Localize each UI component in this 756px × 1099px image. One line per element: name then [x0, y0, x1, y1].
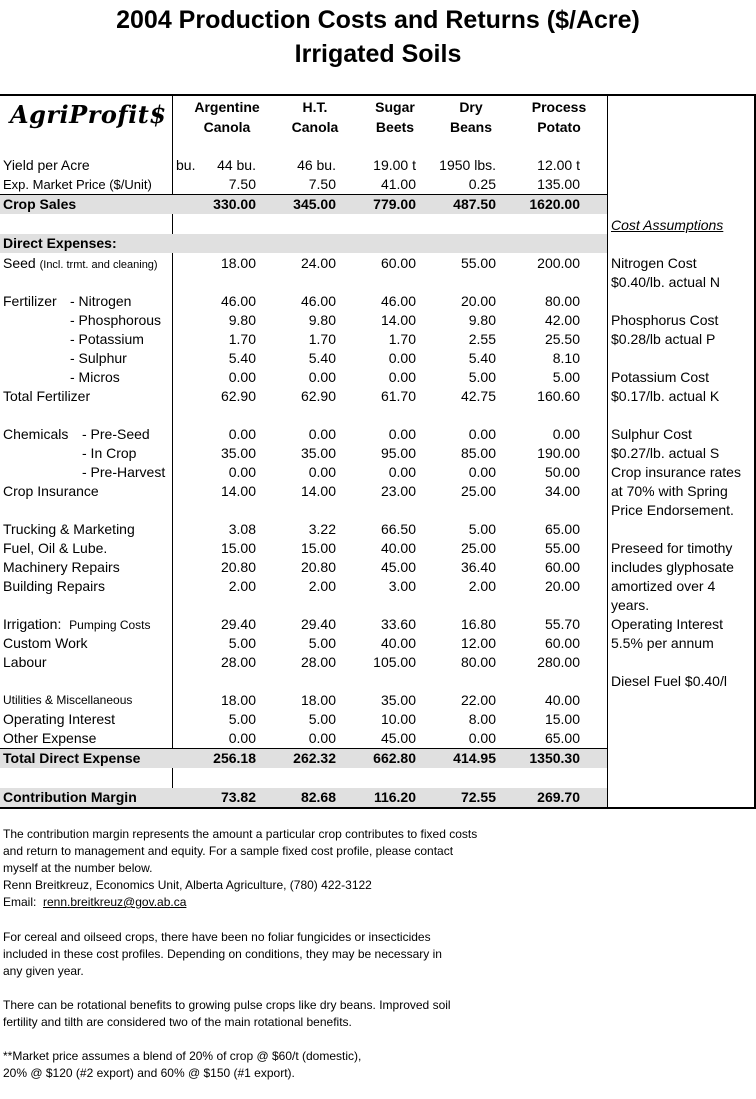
cell: 662.80	[373, 750, 416, 766]
table-row-fertilizer-phosphorous	[0, 311, 607, 330]
cell: 60.00	[544, 635, 580, 651]
cell: 9.80	[228, 312, 256, 328]
cell: 0.00	[228, 426, 256, 442]
cell: 40.00	[380, 540, 416, 556]
column-header: H.T. Canola	[291, 99, 339, 135]
cell: 24.00	[300, 255, 336, 271]
row-label: Building Repairs	[3, 578, 105, 594]
cell: 5.00	[308, 711, 336, 727]
cell: 95.00	[380, 445, 416, 461]
cell: 414.95	[453, 750, 496, 766]
row-label: Trucking & Marketing	[3, 521, 135, 537]
cell: 345.00	[293, 196, 336, 212]
table-row-chemicals-preseed	[0, 425, 607, 444]
cell: 5.00	[552, 369, 580, 385]
cell: 18.00	[220, 692, 256, 708]
cell: 46 bu.	[297, 157, 336, 173]
cell: 1620.00	[529, 196, 580, 212]
cell: 0.00	[388, 350, 416, 366]
column-header: Argentine Canola	[194, 99, 260, 135]
cell: 20.00	[544, 578, 580, 594]
cost-assumptions-list: Nitrogen Cost $0.40/lb. actual N Phosphorus Cost $0.28/lb actual P Potassium Cost $0.17/lb. actual K Sulphur Cost $0.27/lb. actual S Crop insurance rates at 70% with Spring Price Endorsement. Preseed for timothy includes glyphosate amortized over 4 years. Operating Interest 5.5% per annum Diesel Fuel $0.40/l	[611, 255, 741, 689]
cell: 80.00	[460, 654, 496, 670]
cell: 5.00	[228, 635, 256, 651]
cell: 3.00	[388, 578, 416, 594]
cell: 5.00	[468, 521, 496, 537]
row-label: Labour	[3, 654, 47, 670]
cell: 80.00	[544, 293, 580, 309]
cell: 73.82	[220, 789, 256, 805]
cell: 0.25	[468, 176, 496, 192]
row-label: Exp. Market Price ($/Unit)	[3, 177, 152, 192]
cell: 0.00	[228, 369, 256, 385]
cell: 36.40	[460, 559, 496, 575]
cell: 262.32	[293, 750, 336, 766]
notes-rotational-benefits: There can be rotational benefits to growing pulse crops like dry beans. Improved soil fertility and tilth are considered two of the main rotational benefits.	[3, 998, 451, 1029]
cell: 1.70	[388, 331, 416, 347]
sub-label: - In Crop	[82, 445, 137, 461]
cell: 42.75	[460, 388, 496, 404]
cell: 487.50	[453, 196, 496, 212]
cell: 46.00	[380, 293, 416, 309]
cell: 160.60	[537, 388, 580, 404]
cell: 61.70	[380, 388, 416, 404]
cell: 116.20	[373, 789, 416, 805]
sub-label: - Potassium	[70, 331, 144, 347]
cell: 25.00	[460, 483, 496, 499]
cell: 44 bu.	[217, 157, 256, 173]
cell: 0.00	[468, 730, 496, 746]
cell: 19.00 t	[373, 157, 416, 173]
table-row-fertilizer-potassium	[0, 330, 607, 349]
cell: 82.68	[300, 789, 336, 805]
table-row-custom-work	[0, 634, 607, 653]
row-label: Yield per Acre	[3, 157, 90, 173]
table-row-utilities	[0, 691, 607, 710]
cell: 25.00	[460, 540, 496, 556]
cell: 2.55	[468, 331, 496, 347]
cell: 14.00	[380, 312, 416, 328]
table-row-labour	[0, 653, 607, 672]
cell: 62.90	[220, 388, 256, 404]
cell: 60.00	[544, 559, 580, 575]
cell: 14.00	[300, 483, 336, 499]
column-header: Process Potato	[531, 99, 587, 135]
notes-contribution-margin: The contribution margin represents the amount a particular crop contributes to fixed costs and return to management and equity. For a sample fixed cost profile, please contact myself at the number below. Renn Breitkreuz, Economics Unit, Alberta Agriculture, (780) 422-3122 Email: renn.breitkreuz@gov.ab.ca	[3, 827, 478, 909]
cell: 18.00	[300, 692, 336, 708]
row-label: Crop Sales	[3, 196, 77, 212]
column-divider	[607, 95, 608, 808]
cell: 5.00	[308, 635, 336, 651]
cell: 5.40	[468, 350, 496, 366]
cell: 50.00	[544, 464, 580, 480]
cell: 12.00 t	[537, 157, 580, 173]
unit-label: bu.	[176, 157, 196, 173]
cell: 15.00	[220, 540, 256, 556]
cell: 5.40	[308, 350, 336, 366]
notes-market-price: **Market price assumes a blend of 20% of crop @ $60/t (domestic), 20% @ $120 (#2 export) and 60% @ $150 (#1 export).	[3, 1049, 362, 1080]
row-label: Machinery Repairs	[3, 559, 120, 575]
cell: 0.00	[308, 730, 336, 746]
table-row-yield	[0, 156, 607, 175]
table-row-price	[0, 175, 607, 194]
cell: 85.00	[460, 445, 496, 461]
row-label: Irrigation: Pumping Costs	[3, 616, 151, 632]
table-row-fuel	[0, 539, 607, 558]
table-row-total-fertilizer	[0, 387, 607, 406]
table-row-total-direct	[0, 748, 607, 768]
cell: 66.50	[380, 521, 416, 537]
sub-label: - Nitrogen	[70, 293, 132, 309]
table-row-chemicals-incrop	[0, 444, 607, 463]
cell: 46.00	[300, 293, 336, 309]
table-row-trucking	[0, 520, 607, 539]
page-subtitle: Irrigated Soils	[294, 40, 462, 68]
email-link[interactable]: renn.breitkreuz@gov.ab.ca	[43, 895, 187, 909]
cell: 0.00	[388, 464, 416, 480]
cell: 45.00	[380, 559, 416, 575]
row-label: Operating Interest	[3, 711, 116, 727]
cell: 40.00	[380, 635, 416, 651]
cell: 72.55	[460, 789, 496, 805]
cell: 5.40	[228, 350, 256, 366]
cell: 23.00	[380, 483, 416, 499]
cell: 16.80	[460, 616, 496, 632]
cell: 1350.30	[529, 750, 580, 766]
cell: 0.00	[388, 369, 416, 385]
cell: 20.00	[460, 293, 496, 309]
cell: 2.00	[468, 578, 496, 594]
cell: 62.90	[300, 388, 336, 404]
table-row-operating-interest	[0, 710, 607, 729]
cell: 28.00	[300, 654, 336, 670]
cell: 200.00	[537, 255, 580, 271]
table-row-crop-sales	[0, 194, 607, 214]
table-bottom-border	[0, 807, 756, 809]
cell: 18.00	[220, 255, 256, 271]
cell: 41.00	[380, 176, 416, 192]
cell: 0.00	[228, 464, 256, 480]
cell: 65.00	[544, 730, 580, 746]
cell: 3.22	[308, 521, 336, 537]
cell: 12.00	[460, 635, 496, 651]
cell: 33.60	[380, 616, 416, 632]
cell: 40.00	[544, 692, 580, 708]
cell: 190.00	[537, 445, 580, 461]
section-direct-expenses	[0, 234, 607, 253]
cell: 10.00	[380, 711, 416, 727]
cell: 9.80	[468, 312, 496, 328]
cell: 1.70	[308, 331, 336, 347]
cell: 20.80	[220, 559, 256, 575]
sub-label: - Phosphorous	[70, 312, 162, 328]
row-label: Other Expense	[3, 730, 97, 746]
cell: 65.00	[544, 521, 580, 537]
cell: 55.00	[544, 540, 580, 556]
cell: 35.00	[300, 445, 336, 461]
cell: 0.00	[308, 369, 336, 385]
cell: 0.00	[468, 426, 496, 442]
cell: 55.00	[460, 255, 496, 271]
cell: 15.00	[300, 540, 336, 556]
cell: 0.00	[308, 426, 336, 442]
cell: 5.00	[468, 369, 496, 385]
cell: 7.50	[228, 176, 256, 192]
cell: 0.00	[468, 464, 496, 480]
cell: 1950 lbs.	[439, 157, 496, 173]
table-row-fertilizer-micros	[0, 368, 607, 387]
cell: 29.40	[300, 616, 336, 632]
sub-label: - Pre-Seed	[82, 426, 150, 442]
page-title: 2004 Production Costs and Returns ($/Acre)	[116, 6, 640, 34]
table-row-chemicals-preharvest	[0, 463, 607, 482]
table-row-irrigation	[0, 615, 607, 634]
cell: 8.10	[552, 350, 580, 366]
cell: 60.00	[380, 255, 416, 271]
cell: 269.70	[537, 789, 580, 805]
column-header: Sugar Beets	[375, 99, 415, 135]
sub-label: - Sulphur	[70, 350, 127, 366]
cell: 14.00	[220, 483, 256, 499]
row-label: Total Fertilizer	[3, 388, 91, 404]
cell: 34.00	[544, 483, 580, 499]
row-label: Seed (Incl. trmt. and cleaning)	[3, 255, 158, 271]
section-label: Direct Expenses:	[3, 235, 117, 251]
column-header: Dry Beans	[449, 99, 493, 135]
table-row-contribution-margin	[0, 788, 607, 807]
row-label: Chemicals	[3, 426, 69, 442]
table-row-crop-insurance	[0, 482, 607, 501]
cell: 105.00	[373, 654, 416, 670]
cell: 2.00	[308, 578, 336, 594]
table-row-machinery	[0, 558, 607, 577]
row-label: Custom Work	[3, 635, 88, 651]
cell: 20.80	[300, 559, 336, 575]
cell: 2.00	[228, 578, 256, 594]
row-label: Fertilizer	[3, 293, 57, 309]
row-label: Utilities & Miscellaneous	[3, 693, 133, 707]
cell: 29.40	[220, 616, 256, 632]
cell: 330.00	[213, 196, 256, 212]
cell: 8.00	[468, 711, 496, 727]
cell: 35.00	[220, 445, 256, 461]
cell: 22.00	[460, 692, 496, 708]
table-row-building	[0, 577, 607, 596]
cell: 9.80	[308, 312, 336, 328]
cell: 0.00	[552, 426, 580, 442]
cell: 15.00	[544, 711, 580, 727]
row-label: Crop Insurance	[3, 483, 99, 499]
cell: 779.00	[373, 196, 416, 212]
cell: 45.00	[380, 730, 416, 746]
notes-fungicides: For cereal and oilseed crops, there have been no foliar fungicides or insecticides included in these cost profiles. Depending on conditions, they may be necessary in any given year.	[3, 930, 442, 978]
cell: 0.00	[308, 464, 336, 480]
cost-assumptions-title: Cost Assumptions	[611, 217, 724, 233]
row-label: Fuel, Oil & Lube.	[3, 540, 108, 556]
cell: 280.00	[537, 654, 580, 670]
cell: 25.50	[544, 331, 580, 347]
cell: 256.18	[213, 750, 256, 766]
sub-label: - Pre-Harvest	[82, 464, 166, 480]
cell: 55.70	[544, 616, 580, 632]
cell: 42.00	[544, 312, 580, 328]
row-label: Total Direct Expense	[3, 750, 141, 766]
cell: 1.70	[228, 331, 256, 347]
cell: 135.00	[537, 176, 580, 192]
sub-label: - Micros	[70, 369, 120, 385]
cell: 28.00	[220, 654, 256, 670]
cell: 0.00	[388, 426, 416, 442]
table-top-border	[0, 94, 755, 96]
table-row-fertilizer-nitrogen	[0, 292, 607, 311]
email-label: Email:	[3, 895, 37, 909]
cell: 35.00	[380, 692, 416, 708]
table-row-other-expense	[0, 729, 607, 748]
cell: 3.08	[228, 521, 256, 537]
cell: 7.50	[308, 176, 336, 192]
cell: 5.00	[228, 711, 256, 727]
agriprofits-logo: AgriProfit$	[10, 100, 167, 129]
table-row-fertilizer-sulphur	[0, 349, 607, 368]
table-row-seed	[0, 254, 607, 273]
cell: 46.00	[220, 293, 256, 309]
row-label: Contribution Margin	[3, 789, 137, 805]
cell: 0.00	[228, 730, 256, 746]
